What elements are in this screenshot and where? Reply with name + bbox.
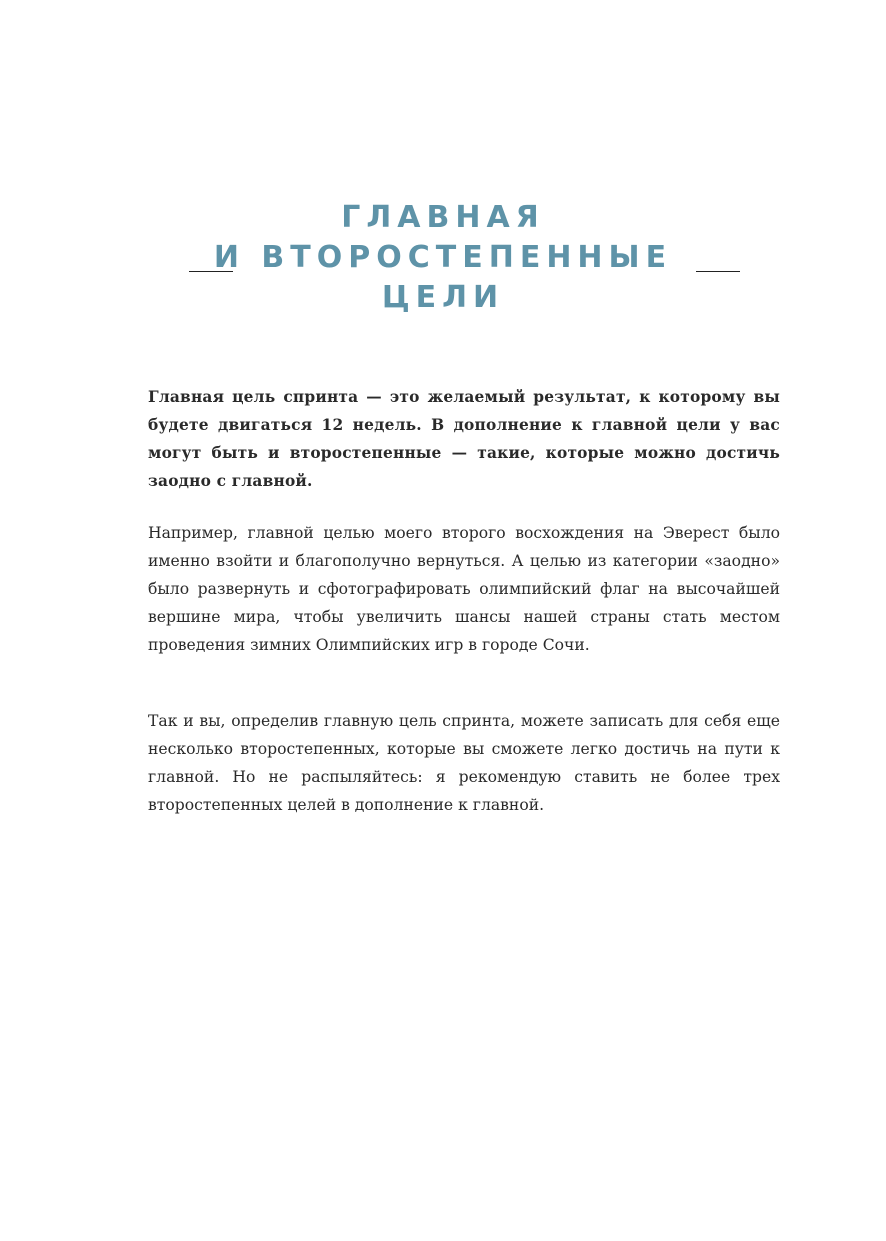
heading-line-3: ЦЕЛИ [381,280,505,315]
lead-paragraph: Главная цель спринта — это желаемый результат, к которому вы будете двигаться 12 недель. В дополнение к главной цели у вас могут быть и второстепенные — такие, которые можно достичь заодно с главной. [148,388,780,490]
heading-line-1: ГЛАВНАЯ [341,200,545,235]
body-paragraph-1: Например, главной целью моего второго восхождения на Эверест было именно взойти и благополучно вернуться. А целью из категории «заодно» было развернуть и сфотографировать олимпийский флаг на высочайшей вершине мира, чтобы увеличить шансы нашей страны стать местом проведения зимних Олимпийских игр в городе Сочи. [148,524,780,654]
body-paragraph-2: Так и вы, определив главную цель спринта, можете записать для себя еще несколько второстепенных, которые вы сможете легко достичь на пути к главной. Но не распыляйтесь: я рекомендую ставить не более трех второстепенных целей в дополнение к главной. [148,712,780,814]
chapter-heading [0,198,886,318]
heading-rule-right [696,271,740,272]
heading-line-2: И ВТОРОСТЕПЕННЫЕ [213,240,673,275]
heading-rule-left [189,271,233,272]
